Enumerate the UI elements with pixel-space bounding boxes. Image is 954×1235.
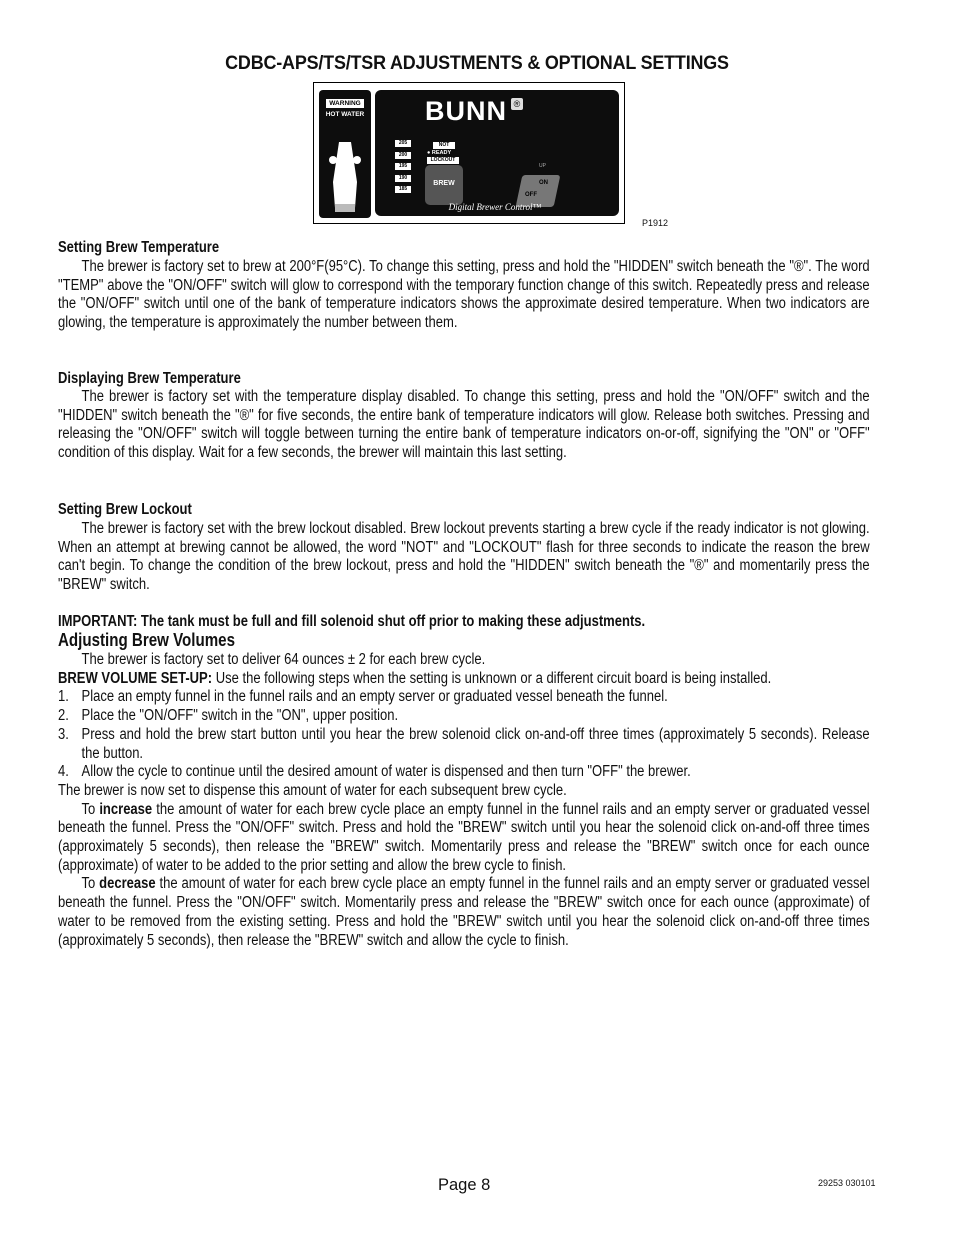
warning-label: WARNING <box>326 99 364 108</box>
setup-paragraph <box>58 670 870 689</box>
temperature-indicators <box>395 140 411 198</box>
temp-indicator: 205 <box>395 140 411 147</box>
up-label: UP <box>539 163 546 169</box>
on-label: ON <box>539 180 548 186</box>
hidden-switch-icon[interactable]: ® <box>511 98 523 110</box>
status-indicators <box>427 142 461 164</box>
setup-text: Use the following steps when the setting is unknown or a different circuit board is being installed. <box>212 669 772 687</box>
important-note: IMPORTANT: The tank must be full and fill solenoid shut off prior to making these adjustments. <box>58 613 646 630</box>
step-item: 1. Place an empty funnel in the funnel rails and an empty server or graduated vessel beneath the funnel. <box>58 688 668 706</box>
control-panel-figure <box>313 82 625 224</box>
ready-label: READY <box>431 150 452 156</box>
step-item: 4. Allow the cycle to continue until the desired amount of water is dispensed and then turn "OFF" the brewer. <box>58 763 691 781</box>
ready-indicator: ● READY <box>427 150 452 156</box>
bunn-logo: BUNN <box>425 96 507 126</box>
temp-indicator: 195 <box>395 163 411 170</box>
hot-water-panel <box>319 90 371 218</box>
section-heading-lockout: Setting Brew Lockout <box>58 501 192 518</box>
decrease-word: decrease <box>99 875 156 893</box>
section-body-temperature: The brewer is factory set to brew at 200°F(95°C). To change this setting, press and hold the "HIDDEN" switch beneath the "®". The word "TEMP" above the "ON/OFF" switch will glow to correspond with the temporary function change of this switch. Repeatedly press and release the "ON/OFF" switch until one of the bank of temperature indicators shows the approximate desired temperature. When two indicators are glowing, the temperature is approximately the number between them. <box>58 258 870 332</box>
temp-indicator: 185 <box>395 186 411 193</box>
page-number: Page 8 <box>438 1176 491 1194</box>
digital-brewer-control-label: Digital Brewer Control™ <box>448 202 542 212</box>
section-heading-display: Displaying Brew Temperature <box>58 370 241 387</box>
decrease-paragraph: To decrease the amount of water for each brew cycle place an empty funnel in the funnel rails and an empty server or graduated vessel beneath the funnel. Press the "ON/OFF" switch. Momentarily press and release the "BREW" switch once for each ounce (approximate) of water to be removed from the existing setting. Press and hold the "BREW" switch until you hear the solenoid click on-and-off three times (approximately 5 seconds), then release the "BREW" switch and allow the cycle to finish. <box>58 875 870 949</box>
setup-label: BREW VOLUME SET-UP: <box>58 669 213 687</box>
lockout-indicator: LOCKOUT <box>427 157 459 164</box>
after-steps: The brewer is now set to dispense this amount of water for each subsequent brew cycle. <box>58 781 567 799</box>
not-indicator: NOT <box>433 142 455 149</box>
step-item: 3. Press and hold the brew start button until you hear the brew solenoid click on-and-off three times (approximately 5 seconds). Release the button. <box>58 725 870 762</box>
increase-word: increase <box>99 800 153 818</box>
volumes-intro: The brewer is factory set to deliver 64 ounces ± 2 for each brew cycle. <box>81 651 486 668</box>
hot-water-label: HOT WATER <box>325 111 365 118</box>
temp-indicator: 200 <box>395 152 411 159</box>
increase-paragraph: To increase the amount of water for each brew cycle place an empty funnel in the funnel rails and an empty server or graduated vessel beneath the funnel. Press the "ON/OFF" switch. Press and hold the "BREW" switch until you hear the solenoid click on-and-off three times (approximately 5 seconds), then release the "BREW" switch. Momentarily press and release the "BREW" switch once for each ounce (approximate) of water to be added to the prior setting and allow the brew cycle to finish. <box>58 800 870 874</box>
brewer-control-panel <box>375 90 619 216</box>
brew-button-label: BREW <box>433 180 455 187</box>
setup-steps <box>58 688 870 782</box>
page-title: CDBC-APS/TS/TSR ADJUSTMENTS & OPTIONAL SETTINGS <box>225 52 729 74</box>
section-body-display: The brewer is factory set with the temperature display disabled. To change this setting, press and hold the "ON/OFF" switch and the "HIDDEN" switch beneath the "®" for five seconds, the entire bank of temperature indicators will glow. Release both switches. Pressing and releasing the "ON/OFF" switch will toggle between turning the entire bank of temperature indicators on-or-off, signifying the "ON" or "OFF" condition of this display. Wait for a few seconds, the brewer will maintain this last setting. <box>58 388 870 462</box>
faucet-handle-icon <box>329 142 361 214</box>
section-body-lockout: The brewer is factory set with the brew lockout disabled. Brew lockout prevents starting a brew cycle if the ready indicator is not glowing. When an attempt at brewing cannot be allowed, the word "NOT" and "LOCKOUT" flash for three seconds to indicate the reason the brew can't begin. To change the condition of the brew lockout, press and hold the "HIDDEN" switch beneath the "®" and momentarily press the "BREW" switch. <box>58 520 870 594</box>
temp-indicator: 190 <box>395 175 411 182</box>
document-code: 29253 030101 <box>818 1178 876 1188</box>
section-heading-temperature: Setting Brew Temperature <box>58 239 220 256</box>
step-item: 2. Place the "ON/OFF" switch in the "ON", upper position. <box>58 707 399 725</box>
section-body-volumes <box>58 651 870 950</box>
off-label: OFF <box>525 192 537 198</box>
section-heading-volumes: Adjusting Brew Volumes <box>58 630 235 650</box>
brew-button[interactable] <box>425 165 463 205</box>
figure-id: P1912 <box>642 218 669 228</box>
